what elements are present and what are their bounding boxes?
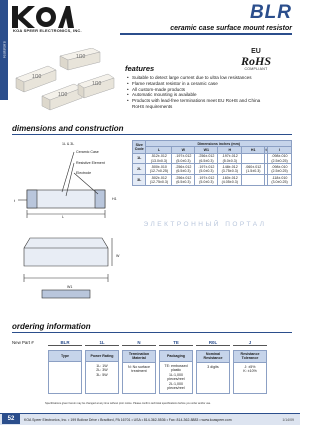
table-cell: .098±.010 (2.5±0.25) (268, 164, 292, 175)
feature-item: • Flame retardant resistor in a ceramic case (127, 81, 267, 87)
order-box-termination (122, 350, 156, 394)
col-header: t (265, 147, 267, 152)
table-cell (242, 153, 265, 164)
footer-address: KOA Speer Electronics, Inc. • 199 Bolivar Drive • Bradford, PA 16701 • USA • 814-362-5536 • Fax: 814-362-8883 • www.koaspeer.com (24, 418, 232, 422)
svg-text:t: t (14, 199, 15, 203)
svg-text:1L & 3L: 1L & 3L (62, 142, 75, 146)
order-box-head: Type (49, 351, 81, 362)
new-part-label: New Part # (12, 340, 34, 345)
part-segment: 1L (85, 339, 119, 346)
order-box-body: TE: embossed plastic 1L:1,000 pieces/reel 2L:1,000 pieces/reel (164, 364, 188, 391)
table-cell: .512±.012 (13.0±0.3) (146, 153, 172, 164)
svg-text:1Ω0: 1Ω0 (32, 74, 42, 80)
side-tab (0, 0, 8, 100)
table-cell: .148±.012 (3.75±0.3) (218, 164, 242, 175)
svg-text:H1: H1 (112, 197, 117, 201)
col-header: l (268, 147, 292, 153)
order-box-tolerance (233, 350, 267, 394)
dimensions-title: dimensions and construction (12, 124, 124, 133)
dimensions-table (132, 140, 292, 186)
table-cell (242, 174, 265, 185)
order-box-head: Termination Material (123, 351, 155, 363)
col-header: Size Code (133, 141, 146, 154)
dimensions-drawing (12, 138, 122, 303)
col-header: W1 (195, 147, 218, 153)
rohs-sub: COMPLIANT (244, 67, 268, 71)
order-box-body: 1L: 1W 2L: 3W 3L: 5W (96, 364, 108, 377)
order-box-power (85, 350, 119, 394)
svg-text:1Ω0: 1Ω0 (58, 92, 68, 98)
page-number: 52 (2, 414, 20, 424)
dimensions-rule (12, 134, 292, 135)
order-box-head: Packaging (160, 351, 192, 362)
part-segment: TE (159, 339, 193, 346)
size-code-cell: 3L (133, 174, 146, 185)
size-code-cell: 2L (133, 164, 146, 175)
feature-item: • All custom-made products (127, 87, 267, 93)
footnote: Specifications given herein may be changed at any time without prior notice. Please confirm technical specifications before you order and/or use. (45, 402, 211, 405)
side-tab-label: resistors (1, 41, 7, 59)
resistor-chip (42, 84, 82, 110)
col-header: L (146, 147, 172, 153)
part-segment: R0L (196, 339, 230, 346)
features-list (127, 75, 267, 110)
part-segment: J (233, 339, 267, 346)
order-box-head: Nominal Resistance (197, 351, 229, 363)
table-cell: .197±.012 (5.0±0.3) (218, 153, 242, 164)
table-cell: .118±.010 (3.0±0.25) (268, 174, 292, 185)
logo-subtitle: KOA SPEER ELECTRONICS, INC. (13, 28, 82, 33)
table-cell: .256±.012 (6.5±0.3) (172, 164, 195, 175)
footer-date: 1/14/09 (282, 418, 294, 422)
resistor-chip (60, 48, 100, 70)
ordering-rule (12, 332, 292, 333)
table-row (133, 174, 292, 185)
part-segment: N (122, 339, 156, 346)
order-box-resistance (196, 350, 230, 394)
product-subtitle: ceramic case surface mount resistor (170, 25, 292, 32)
table-cell: .502±.012 (12.75±0.3) (146, 174, 172, 185)
order-box-body: J: ±5% K: ±10% (243, 364, 257, 373)
col-header: H1 (242, 147, 265, 153)
header-rule (120, 33, 292, 35)
dims-group-header: Dimensions inches (mm) (146, 141, 292, 147)
product-code: BLR (249, 2, 292, 23)
svg-text:W: W (116, 254, 120, 258)
order-box-head: Power Rating (86, 351, 118, 362)
part-segment: BLR (48, 339, 82, 346)
table-cell: .160±.012 (4.05±0.3) (218, 174, 242, 185)
table-cell: .197±.012 (5.0±0.3) (195, 164, 218, 175)
feature-item: • Automatic mounting is available (127, 92, 267, 98)
resistor-chip (78, 74, 114, 98)
rohs-main: RoHS (240, 54, 271, 68)
table-cell: .060±.012 (1.5±0.3) (242, 164, 265, 175)
koa-logo (12, 6, 74, 28)
order-box-body (49, 362, 81, 364)
table-cell: .197±.012 (5.0±0.3) (195, 174, 218, 185)
footer-bar (0, 413, 300, 425)
table-cell: .500±.010 (12.7±0.25) (146, 164, 172, 175)
size-code-cell: 1L (133, 153, 146, 164)
watermark: ЭЛЕКТРОННЫЙ ПОРТАЛ (143, 221, 267, 228)
rohs-eu: EU (251, 48, 261, 55)
svg-text:Ceramic Case: Ceramic Case (76, 150, 99, 154)
product-photo (12, 48, 116, 120)
col-header: H (218, 147, 242, 153)
order-box-packaging (159, 350, 193, 394)
svg-text:L: L (62, 215, 64, 219)
svg-text:Electrode: Electrode (76, 171, 92, 175)
ordering-title: ordering information (12, 322, 91, 331)
table-row (133, 164, 292, 175)
order-box-type (48, 350, 82, 394)
table-cell: .197±.012 (5.0±0.3) (172, 153, 195, 164)
table-row (133, 153, 292, 164)
svg-text:W1: W1 (67, 285, 73, 289)
part-number-row (48, 339, 267, 346)
table-cell: .256±.012 (6.5±0.3) (195, 153, 218, 164)
feature-item: • Suitable to detect large current due to ultra low resistances (127, 75, 267, 81)
order-box-body: N: No surface treatment (128, 364, 150, 373)
order-box-body: 3 digits (207, 364, 219, 369)
col-header: W (172, 147, 195, 153)
svg-text:1Ω0: 1Ω0 (92, 81, 102, 87)
table-cell: .098±.010 (2.5±0.25) (268, 153, 292, 164)
feature-item: • Products with lead-free terminations meet EU RoHS and China RoHS requirements (127, 98, 267, 110)
order-box-head: Resistance Tolerance (234, 351, 266, 363)
ordering-boxes (48, 350, 267, 394)
svg-text:1Ω0: 1Ω0 (76, 54, 86, 60)
features-title: features (125, 64, 155, 73)
table-cell: .256±.012 (6.5±0.3) (172, 174, 195, 185)
svg-text:Resistive Element: Resistive Element (76, 161, 105, 165)
resistor-chip (16, 66, 56, 92)
